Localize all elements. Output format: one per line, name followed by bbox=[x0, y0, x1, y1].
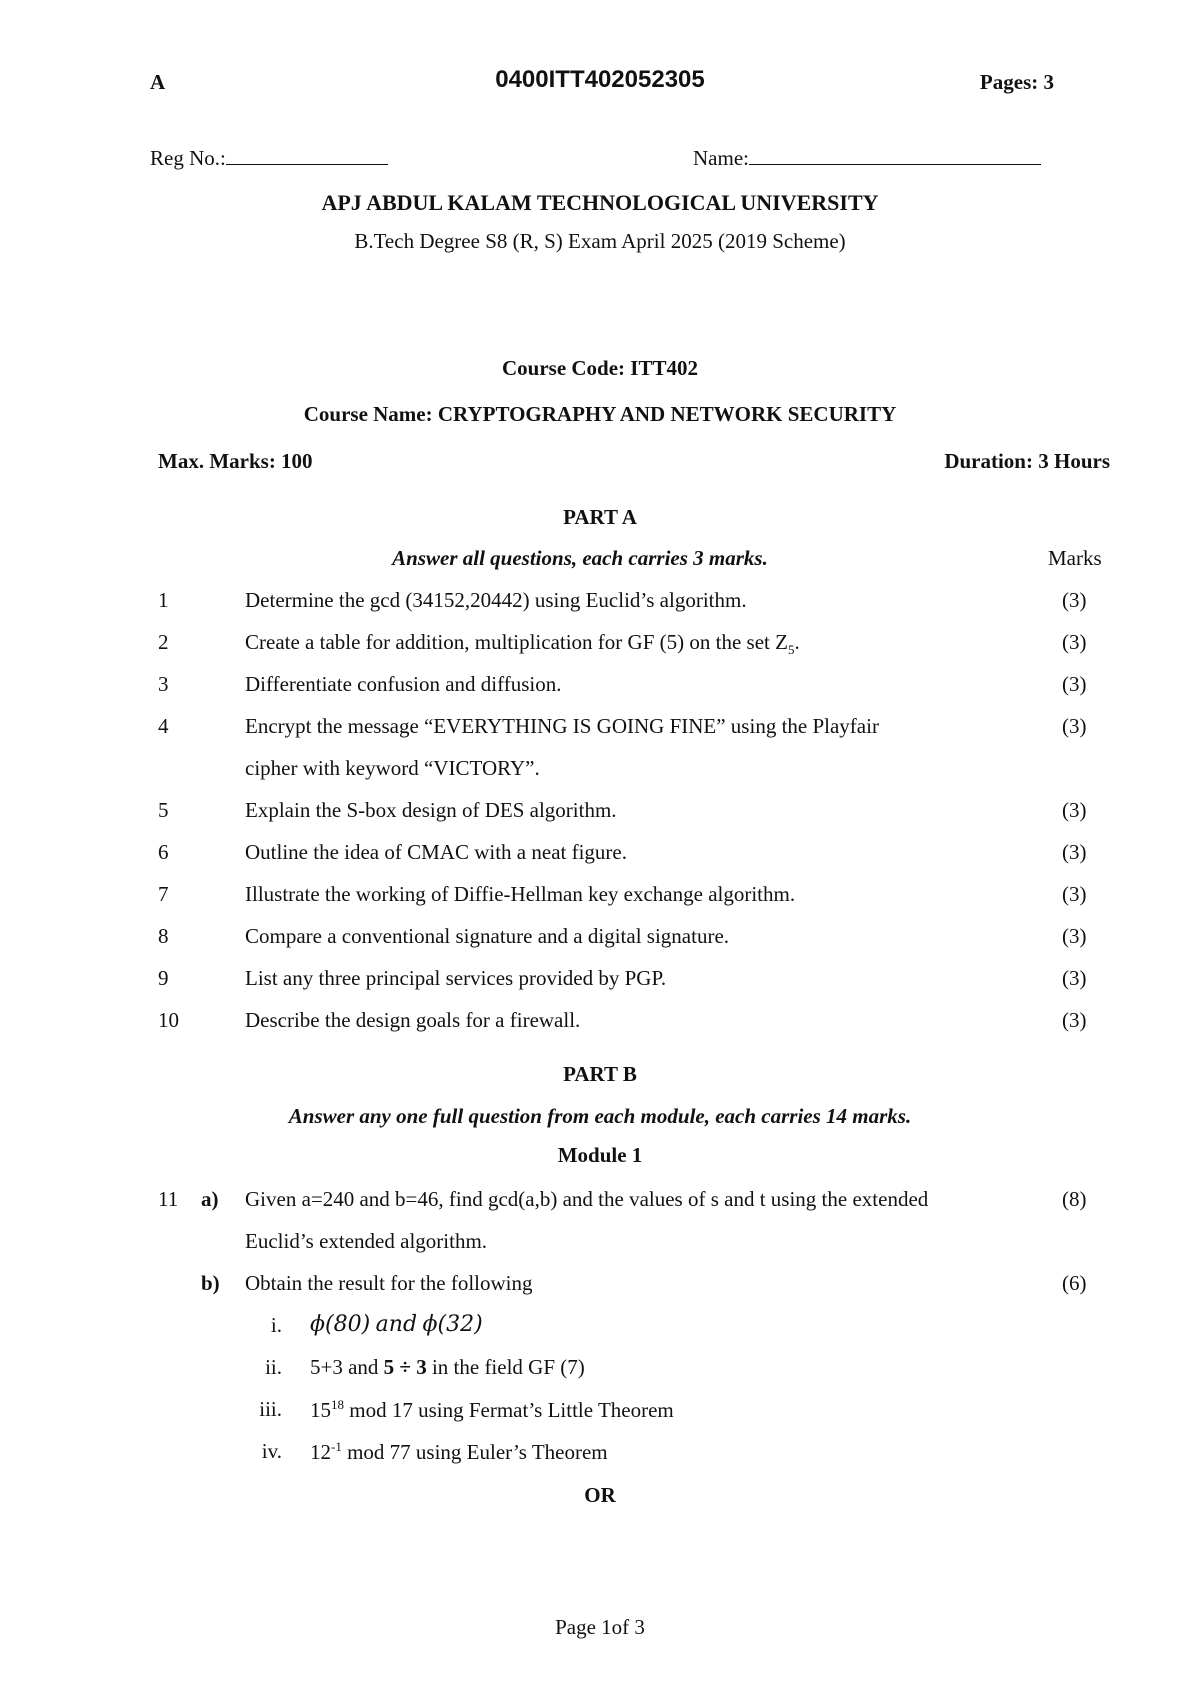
question-number: 2 bbox=[158, 630, 169, 654]
duration: Duration: 3 Hours bbox=[944, 449, 1110, 473]
item-label: iii. bbox=[259, 1397, 282, 1421]
question-number: 7 bbox=[158, 882, 169, 906]
part-a-instruction: Answer all questions, each carries 3 marks. bbox=[392, 546, 768, 570]
item-label: i. bbox=[270, 1313, 282, 1337]
question-text: Illustrate the working of Diffie-Hellman key exchange algorithm. bbox=[245, 882, 796, 906]
module-title: Module 1 bbox=[557, 1143, 643, 1167]
subquestion-label-a: a) bbox=[201, 1187, 219, 1211]
question-marks: (3) bbox=[1062, 966, 1087, 990]
course-name bbox=[0, 402, 1200, 427]
division-expression: 5 ÷ 3 bbox=[383, 1355, 427, 1379]
course-name-label: Course Name: bbox=[303, 402, 433, 426]
page-footer: Page 1of 3 bbox=[555, 1615, 645, 1639]
question-number: 4 bbox=[158, 714, 169, 738]
question-marks: (3) bbox=[1062, 630, 1087, 654]
question-marks: (3) bbox=[1062, 882, 1087, 906]
subquestion-label-b: b) bbox=[201, 1271, 220, 1295]
item-ii-text bbox=[310, 1355, 585, 1380]
or-separator: OR bbox=[584, 1483, 616, 1507]
item-iv-base: 12 bbox=[310, 1440, 331, 1464]
question-text: Compare a conventional signature and a digital signature. bbox=[245, 924, 730, 948]
question-text: List any three principal services provided by PGP. bbox=[245, 966, 667, 990]
subquestion-a-text: Given a=240 and b=46, find gcd(a,b) and the values of s and t using the extended bbox=[245, 1187, 929, 1211]
item-iv-text bbox=[310, 1439, 608, 1465]
item-iii-post: mod 17 using Fermat’s Little Theorem bbox=[344, 1398, 674, 1422]
subquestion-b-text: Obtain the result for the following bbox=[245, 1271, 533, 1295]
part-b-title: PART B bbox=[563, 1062, 637, 1086]
max-marks: Max. Marks: 100 bbox=[158, 449, 313, 473]
question-text: Differentiate confusion and diffusion. bbox=[245, 672, 562, 696]
subquestion-a-text-continued: Euclid’s extended algorithm. bbox=[245, 1229, 488, 1253]
question-text: Explain the S-box design of DES algorithm. bbox=[245, 798, 617, 822]
university-name: APJ ABDUL KALAM TECHNOLOGICAL UNIVERSITY bbox=[321, 190, 879, 215]
course-code: Course Code: ITT402 bbox=[501, 356, 698, 380]
item-iii-text bbox=[310, 1397, 674, 1423]
question-marks: (3) bbox=[1062, 714, 1087, 738]
item-ii-pre: 5+3 and bbox=[310, 1355, 384, 1379]
part-a-title: PART A bbox=[563, 505, 637, 529]
item-label: ii. bbox=[265, 1355, 282, 1379]
question-marks: (3) bbox=[1062, 924, 1087, 948]
question-number: 10 bbox=[158, 1008, 179, 1032]
item-iv-post: mod 77 using Euler’s Theorem bbox=[341, 1440, 608, 1464]
reg-no-line bbox=[226, 146, 388, 165]
question-number: 8 bbox=[158, 924, 169, 948]
question-number: 3 bbox=[158, 672, 169, 696]
question-marks: (3) bbox=[1062, 840, 1087, 864]
course-name-value: CRYPTOGRAPHY AND NETWORK SECURITY bbox=[437, 402, 897, 426]
subquestion-a-marks: (8) bbox=[1062, 1187, 1087, 1211]
name-label: Name: bbox=[693, 146, 749, 170]
item-i-text bbox=[310, 1311, 483, 1337]
question-text-main: Create a table for addition, multiplication for GF (5) on the set Z bbox=[245, 630, 788, 654]
subquestion-b-marks: (6) bbox=[1062, 1271, 1087, 1295]
exam-title: B.Tech Degree S8 (R, S) Exam April 2025 (2019 Scheme) bbox=[354, 229, 846, 253]
reg-no-field bbox=[150, 146, 388, 171]
question-text: Encrypt the message “EVERYTHING IS GOING FINE” using the Playfair bbox=[245, 714, 879, 738]
question-text: Describe the design goals for a firewall. bbox=[245, 1008, 581, 1032]
paper-code: 0400ITT402052305 bbox=[495, 66, 705, 93]
item-iii-base: 15 bbox=[310, 1398, 331, 1422]
set-label: A bbox=[150, 70, 166, 94]
question-text-continued: cipher with keyword “VICTORY”. bbox=[245, 756, 540, 780]
question-number: 9 bbox=[158, 966, 169, 990]
question-number: 5 bbox=[158, 798, 169, 822]
question-marks: (3) bbox=[1062, 672, 1087, 696]
and-word: and bbox=[375, 1312, 418, 1337]
name-field bbox=[693, 146, 1041, 171]
reg-no-label: Reg No.: bbox=[150, 146, 226, 170]
phi-80: ϕ(80) bbox=[310, 1312, 371, 1337]
item-ii-post: in the field GF (7) bbox=[426, 1355, 585, 1379]
question-number: 1 bbox=[158, 588, 169, 612]
exponent: -1 bbox=[331, 1439, 342, 1454]
question-marks: (3) bbox=[1062, 798, 1087, 822]
item-label: iv. bbox=[261, 1439, 282, 1463]
question-marks: (3) bbox=[1062, 588, 1087, 612]
question-text bbox=[245, 630, 800, 658]
exponent: 18 bbox=[331, 1397, 344, 1412]
pages-label: Pages: 3 bbox=[979, 70, 1054, 94]
question-text-end: . bbox=[794, 630, 800, 654]
question-number: 6 bbox=[158, 840, 169, 864]
subscript: 5 bbox=[787, 642, 795, 658]
name-line bbox=[749, 146, 1041, 165]
question-text: Outline the idea of CMAC with a neat figure. bbox=[245, 840, 627, 864]
question-text: Determine the gcd (34152,20442) using Euclid’s algorithm. bbox=[245, 588, 747, 612]
question-marks: (3) bbox=[1062, 1008, 1087, 1032]
phi-32: ϕ(32) bbox=[422, 1312, 483, 1337]
marks-header: Marks bbox=[1048, 546, 1102, 570]
question-number: 11 bbox=[158, 1187, 179, 1211]
part-b-instruction: Answer any one full question from each module, each carries 14 marks. bbox=[288, 1104, 912, 1128]
